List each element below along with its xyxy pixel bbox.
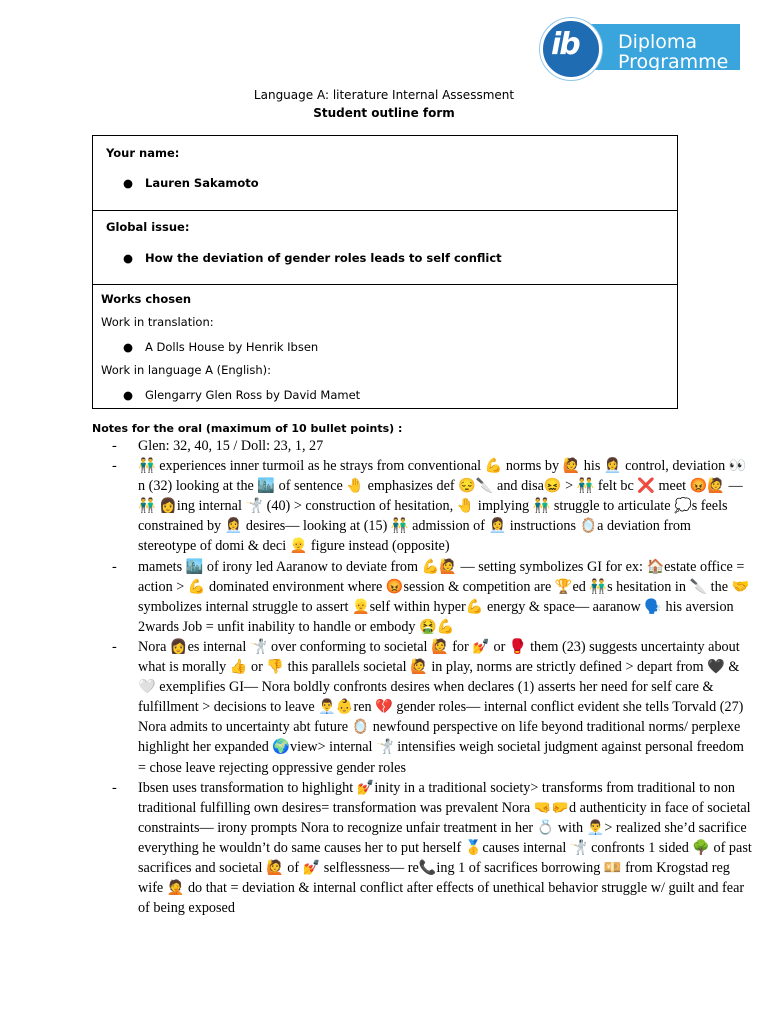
name-label: Your name: [106,146,180,160]
logo-mark: ib [551,27,579,62]
translation-value: A Dolls House by Henrik Ibsen [145,340,319,354]
list-item [112,456,752,556]
works-label: Works chosen [101,292,192,306]
document-title: Language A: literature Internal Assessment [253,88,515,102]
translation-label: Work in translation: [101,315,214,329]
dash-marker: - [112,638,117,655]
outline-form [92,135,678,409]
dash-marker: - [112,458,117,475]
list-item [112,436,752,456]
document-subtitle: Student outline form [313,106,455,120]
list-item [112,557,752,637]
dash-marker: - [112,438,117,454]
bullet-icon: ● [123,251,134,265]
works-section [93,285,677,408]
notes-list [112,436,752,918]
language-a-label: Work in language A (English): [101,363,272,377]
note-text: mamets 🏙️ of irony led Aaranow to deviate from 💪🙋 — setting symbolizes GI for ex: 🏠estate office = action > 💪 dominated environment where 😡session & competition are 🏆ed 👬s hesitation in 🔪 the 🤝 symbolizes internal struggle to assert 👱self within hyper💪 energy & space— aaranow 🗣️ his aversion 2wards Job = unfit inability to handle or embody 🤮💪 [138,558,750,635]
ib-disc-icon [540,18,602,80]
dash-marker: - [112,779,117,796]
note-text: Glen: 32, 40, 15 / Doll: 23, 1, 27 [138,438,324,454]
logo-line2: Programme [618,51,729,73]
logo-line1: Diploma [618,31,698,53]
note-text: Ibsen uses transformation to highlight 💅inity in a traditional society> transforms from traditional to non traditional fulfilling own desires= transformation was prevalent Nora 🤜🤛d authenticity in face of societal constraints— irony prompts Nora to recognize unfair treatment in her 💍 with 👨‍💼> realized she’d sacrifice everything he wouldn’t do same causes her to put herself 🥇causes internal 🤺 confronts 1 sided 🌳 of past sacrifices and societal 🙋 of 💅 selflessness— re📞ing 1 of sacrifices borrowing 💴 from Krogstad reg wife 🤦 do that = deviation & internal conflict after effects of unethical behavior struggle w/ guilt and fear of being exposed [138,779,752,917]
bullet-icon: ● [123,340,134,354]
global-issue-label: Global issue: [106,220,190,234]
list-item [112,637,752,778]
name-value: Lauren Sakamoto [145,176,259,190]
global-issue-section [93,211,677,285]
note-text: Nora 👩es internal 🤺 over conforming to societal 🙋 for 💅 or 🥊 them (23) suggests uncertainty about what is morally 👍 or 👎 this parallels societal 🙋 in play, norms are strictly defined > depart from 🖤 & 🤍 exemplifies GI— Nora boldly confronts desires when declares (1) asserts her need for self care & fulfillment > decisions to leave 👨‍💼👶ren 💔 gender roles— internal conflict evident she tells Torvald (27) Nora admits to uncertainty abt future 🪞 newfound perspective on life beyond traditional norms/ perplexe highlight her expanded 🌍view> internal 🤺 intensifies weigh societal judgment against personal freedom = chose leave rejecting oppressive gender roles [138,638,744,776]
global-issue-value: How the deviation of gender roles leads to self conflict [145,251,502,265]
ib-diploma-logo [540,18,740,76]
note-text: 👬 experiences inner turmoil as he strays from conventional 💪 norms by 🙋 his 👩‍💼 control, deviation 👀n (32) looking at the 🏙️ of sentence 🤚 emphasizes def 😔🔪 and disa😖 > 👬 felt bc ❌ meet 😡🙋 — 👬 👩ing internal 🤺 (40) > construction of hesitation, 🤚 implying 👬 struggle to articulate 💭s feels constrained by 👩‍💼 desires— looking at (15) 👬 admission of 👩‍💼 instructions 🪞a deviation from stereotype of domi & deci 👱 figure instead (opposite) [138,458,747,555]
logo-text [618,32,728,72]
bullet-icon: ● [123,176,134,190]
list-item [112,778,752,919]
bullet-icon: ● [123,388,134,402]
language-a-value: Glengarry Glen Ross by David Mamet [145,388,361,402]
notes-title: Notes for the oral (maximum of 10 bullet points) : [92,422,403,435]
dash-marker: - [112,558,117,575]
name-section [93,136,677,211]
